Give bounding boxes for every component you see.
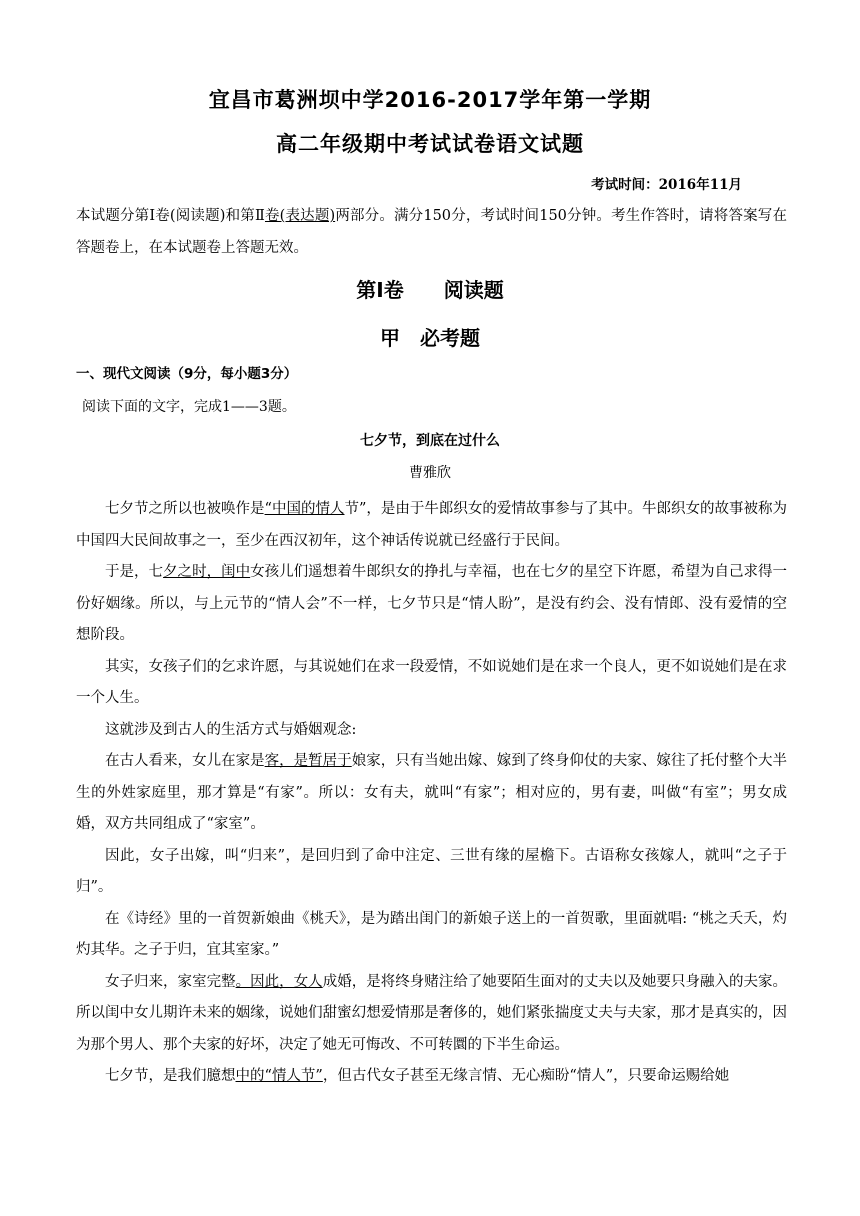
section-heading: 一、现代文阅读（9分，每小题3分） (76, 366, 298, 382)
p2-text-a: 于是，七 (105, 564, 164, 580)
paragraph-3: 其实，女孩子们的乞求许愿，与其说她们在求一段爱情，不如说她们是在求一个良人，更不如说她们是在求一个人生。 (76, 658, 787, 706)
exam-title-line1: 宜昌市葛洲坝中学2016-2017学年第一学期 (208, 88, 652, 112)
p5-text-a: 在古人看来，女儿在家是 (105, 753, 265, 769)
article-body (76, 494, 787, 1093)
p5-underlined: 客，是暂居于 (264, 753, 352, 769)
paragraph-9 (76, 1061, 787, 1093)
article-author: 曹雅欣 (409, 465, 451, 481)
p9-text-a: 七夕节，是我们臆想 (105, 1068, 236, 1084)
paragraph-4: 这就涉及到古人的生活方式与婚姻观念: (105, 721, 357, 738)
p2-underlined: 夕之时，闺中 (163, 564, 251, 580)
paragraph-8 (76, 967, 787, 1062)
p8-text-c: 成婚，是将终身赌注给了她要陌生面对的丈夫以及她要只身融入的夫家。所以闺中女儿期许未来的姻缘，说她们甜蜜幻想爱情那是奢侈的，她们紧张揣度丈夫与夫家，那才是真实的，因为那个男人、那个夫家的好坏，决定了她无可悔改、不可转圜的下半生命运。 (76, 973, 788, 1053)
p8-text-a: 女子归来，家室完整 (105, 973, 236, 990)
p5-text-c: 娘家，只有当她出嫁、嫁到了终身仰仗的夫家、嫁往了托付整个大半生的外姓家庭里，那才算是“有家”。所以：女有夫，就叫“有家”；相对应的，男有妻，叫做“有室”；男女成婚，双方共同组成了“家室”。 (76, 753, 788, 832)
p9-underlined: 中的“情人节” (235, 1068, 323, 1084)
exam-time: 考试时间：2016年11月 (591, 177, 742, 193)
paragraph-1 (76, 494, 787, 557)
exam-title-line2: 高二年级期中考试试卷语文试题 (276, 132, 584, 156)
intro-text-c: 两部分。满分150分，考试时间150分钟。考生作答时，请将答案写在答题卷上，在本试题卷上答题无效。 (76, 208, 787, 256)
p9-text-c: ，但古代女子甚至无缘言情、无心痴盼“情人”，只要命运赐给她 (322, 1068, 730, 1084)
p2-text-c: 女孩儿们遥想着牛郎织女的挣扎与幸福，也在七夕的星空下许愿，希望为自己求得一份好姻缘。所以，与上元节的“情人会”不一样，七夕节只是“情人盼”，是没有约会、没有情郎、没有爱情的空想阶段。 (76, 564, 788, 643)
p1-text-c: 节”，是由于牛郎织女的爱情故事参与了其中。牛郎织女的故事被称为中国四大民间故事之一，至少在西汉初年，这个神话传说就已经盛行于民间。 (76, 501, 787, 549)
part-heading: 甲 必考题 (380, 326, 480, 350)
p8-underlined: 。因此，女人 (235, 973, 323, 990)
intro-text-a: 本试题分第Ⅰ卷(阅读题)和第Ⅱ (76, 208, 265, 224)
paragraph-2 (76, 557, 787, 652)
article-title: 七夕节，到底在过什么 (360, 433, 500, 449)
paragraph-7: 在《诗经》里的一首贺新娘曲《桃夭》，是为踏出闺门的新娘子送上的一首贺歌，里面就唱: “桃之夭夭，灼灼其华。之子于归，宜其室家。” (76, 910, 787, 958)
intro-text-b: 卷(表达题) (264, 208, 336, 224)
exam-intro (76, 200, 787, 264)
p1-text-a: 七夕节之所以也被唤作是 (105, 501, 265, 517)
paragraph-5 (76, 746, 787, 841)
volume-heading: 第Ⅰ卷 阅读题 (356, 278, 504, 302)
p1-underlined: “中国的情人 (264, 501, 345, 517)
reading-instruction: 阅读下面的文字，完成1——3题。 (82, 399, 296, 415)
paragraph-6: 因此，女子出嫁，叫“归来”，是回归到了命中注定、三世有缘的屋檐下。古语称女孩嫁人，就叫“之子于归”。 (76, 847, 787, 895)
